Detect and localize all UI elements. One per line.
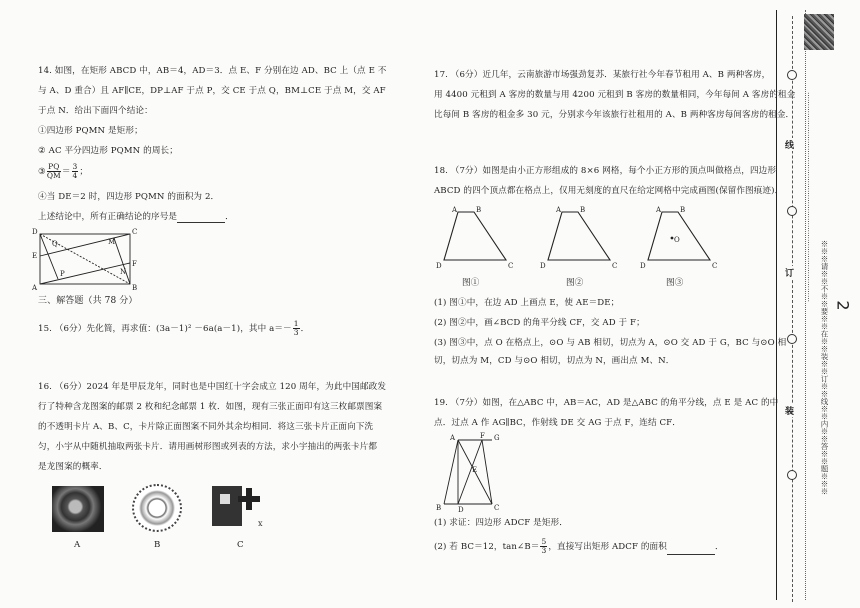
sidebar-warning: ※※※请※※不※※要※※在※※装※※订※※线※※内※※答※※题※※※ <box>820 240 829 495</box>
svg-text:A: A <box>450 434 456 442</box>
q17-line3: 比每间 B 客房的租金多 30 元，分别求今年该旅行社租用的 A、B 两种客房每间客房的租金． <box>434 110 795 120</box>
q14-conclusion-2: ② AC 平分四边形 PQMN 的周长； <box>38 146 178 156</box>
svg-text:A: A <box>452 206 458 214</box>
svg-text:C: C <box>508 262 514 270</box>
answer-blank[interactable] <box>667 545 715 555</box>
q19-line2: 点．过点 A 作 AG∥BC，作射线 DE 交 AG 于点 F，连结 CF． <box>434 418 681 428</box>
q18-line1: 18. （7分）如图是由小正方形组成的 8×6 网格，每个小正方形的顶点叫做格点，四边形 <box>434 166 777 176</box>
svg-text:F: F <box>480 432 485 440</box>
circle-mark <box>787 334 797 344</box>
q16-line4: 匀，小宇从中随机抽取两张卡片．请用画树形图或列表的方法，求小宇抽出的两张卡片都 <box>38 442 378 452</box>
q14-figure <box>32 226 142 292</box>
q16-line3: 的不透明卡片 A、B、C，卡片除正面图案不同外其余均相同．将这三张卡片正面向下洗 <box>38 422 374 432</box>
sidebar-char-ding: 订 <box>785 266 794 279</box>
circle-mark <box>787 470 797 480</box>
q18-part2: (2) 图②中，画∠BCD 的角平分线 CF，交 AD 于 F； <box>434 318 645 328</box>
svg-text:B: B <box>680 206 686 214</box>
circle-mark <box>787 70 797 80</box>
page-number: 2 <box>833 300 853 311</box>
svg-text:B: B <box>580 206 586 214</box>
svg-text:B: B <box>436 504 442 512</box>
card-label-a: A <box>74 540 81 550</box>
svg-text:D: D <box>540 262 546 270</box>
card-b-image <box>132 484 182 532</box>
card-c-image <box>210 482 266 532</box>
q14-conclusion-1: ①四边形 PQMN 是矩形； <box>38 126 143 136</box>
svg-text:x: x <box>258 519 263 528</box>
binding-margin <box>776 10 806 600</box>
q14-line1: 14. 如图，在矩形 ABCD 中，AB＝4，AD＝3．点 E、F 分别在边 AD、BC 上（点 E 不 <box>38 66 387 76</box>
svg-text:A: A <box>656 206 662 214</box>
svg-text:C: C <box>612 262 618 270</box>
q18-part3: (3) 图③中，点 O 在格点上，⊙O 与 AB 相切，切点为 A，⊙O 交 AD 于 G，BC 与⊙O 相 <box>434 338 787 348</box>
card-label-c: C <box>237 540 244 550</box>
q17-line1: 17. （6分）近几年，云南旅游市场强劲复苏．某旅行社今年春节租用 A、B 两种客房， <box>434 70 771 80</box>
label-n: N <box>120 268 127 276</box>
label-b: B <box>132 284 138 292</box>
svg-text:O: O <box>674 236 680 244</box>
segment-bm <box>114 238 130 284</box>
fig-label-2: 图② <box>566 278 584 288</box>
circle-mark <box>787 206 797 216</box>
label-m: M <box>108 238 116 246</box>
label-e: E <box>32 252 38 260</box>
svg-text:D: D <box>436 262 442 270</box>
label-f: F <box>132 260 137 268</box>
card-label-b: B <box>154 540 161 550</box>
q18-part1: (1) 图①中，在边 AD 上画点 E，使 AE＝DE； <box>434 298 620 308</box>
q14-conclusion-4: ④当 DE＝2 时，四边形 PQMN 的面积为 2． <box>38 192 220 202</box>
label-q: Q <box>52 240 58 248</box>
q19-figure <box>436 432 508 512</box>
sidebar-dots: ……………………………………………………………………………… <box>806 92 814 302</box>
svg-text:C: C <box>494 504 500 512</box>
q15: 15. （6分）先化简，再求值：(3a－1)² －6a(a－1)，其中 a＝－ $\frac{1}{3}$ ． <box>38 319 310 337</box>
q16-line2: 行了特种含龙图案的邮票 2 枚和纪念邮票 1 枚．如图，现有三张正面印有这三枚邮票图案 <box>38 402 383 412</box>
svg-text:D: D <box>640 262 646 270</box>
svg-text:E: E <box>472 466 478 474</box>
label-d: D <box>32 228 38 236</box>
segment-af <box>40 263 130 284</box>
fig-label-1: 图① <box>462 278 480 288</box>
q14-line3: 于点 N．给出下面四个结论： <box>38 106 153 116</box>
q19-part1: (1) 求证：四边形 ADCF 是矩形． <box>434 518 568 528</box>
q14-ask: 上述结论中，所有正确结论的序号是 ． <box>38 212 234 222</box>
q18-part3-cont: 切，切点为 M，CD 与⊙O 相切，切点为 N，画出点 M、N． <box>434 356 675 366</box>
q18-figure-3 <box>640 204 722 270</box>
q18-figure-2 <box>540 204 622 270</box>
svg-text:D: D <box>458 506 464 514</box>
answer-blank[interactable] <box>177 213 225 223</box>
label-a: A <box>32 284 38 292</box>
cut-line <box>792 16 793 602</box>
q14-line2: 与 A、D 重合）且 AF∥CE，DP⊥AF 于点 P，交 CE 于点 Q，BM⊥CE 于点 M，交 AF <box>38 86 386 96</box>
label-c: C <box>132 228 138 236</box>
q18-line2: ABCD 的四个顶点都在格点上，仅用无刻度的直尺在给定网格中完成画图(保留作图痕迹)． <box>434 186 784 196</box>
svg-text:B: B <box>476 206 482 214</box>
svg-text:A: A <box>556 206 562 214</box>
section-3-heading: 三、解答题（共 78 分） <box>38 296 138 306</box>
svg-text:G: G <box>494 434 500 442</box>
qr-code-image <box>804 14 834 50</box>
q17-line2: 用 4400 元租到 A 客房的数量与用 4200 元租到 B 客房的数量相同，今年每间 A 客房的租金 <box>434 90 796 100</box>
sidebar-char-xian: 线 <box>785 138 794 151</box>
label-p: P <box>60 270 65 278</box>
sidebar-char-zhuang: 装 <box>785 404 794 417</box>
fig-label-3: 图③ <box>666 278 684 288</box>
q16-line1: 16. （6分）2024 年是甲辰龙年，同时也是中国红十字会成立 120 周年，为此中国邮政发 <box>38 382 387 392</box>
q14-conclusion-3: ③ $\frac{PQ}{QM}$ ＝ $\frac{3}{4}$ ； <box>38 162 89 180</box>
svg-text:C: C <box>712 262 718 270</box>
q18-figure-1 <box>436 204 518 270</box>
card-a-image <box>52 486 104 532</box>
q19-line1: 19. （7分）如图，在△ABC 中，AB＝AC，AD 是△ABC 的角平分线，点 E 是 AC 的中 <box>434 398 779 408</box>
q16-line5: 是龙图案的概率． <box>38 462 108 472</box>
q19-part2: (2) 若 BC＝12，tan∠B＝ $\frac{5}{3}$ ，直接写出矩形 ADCF 的面积 ． <box>434 537 724 555</box>
